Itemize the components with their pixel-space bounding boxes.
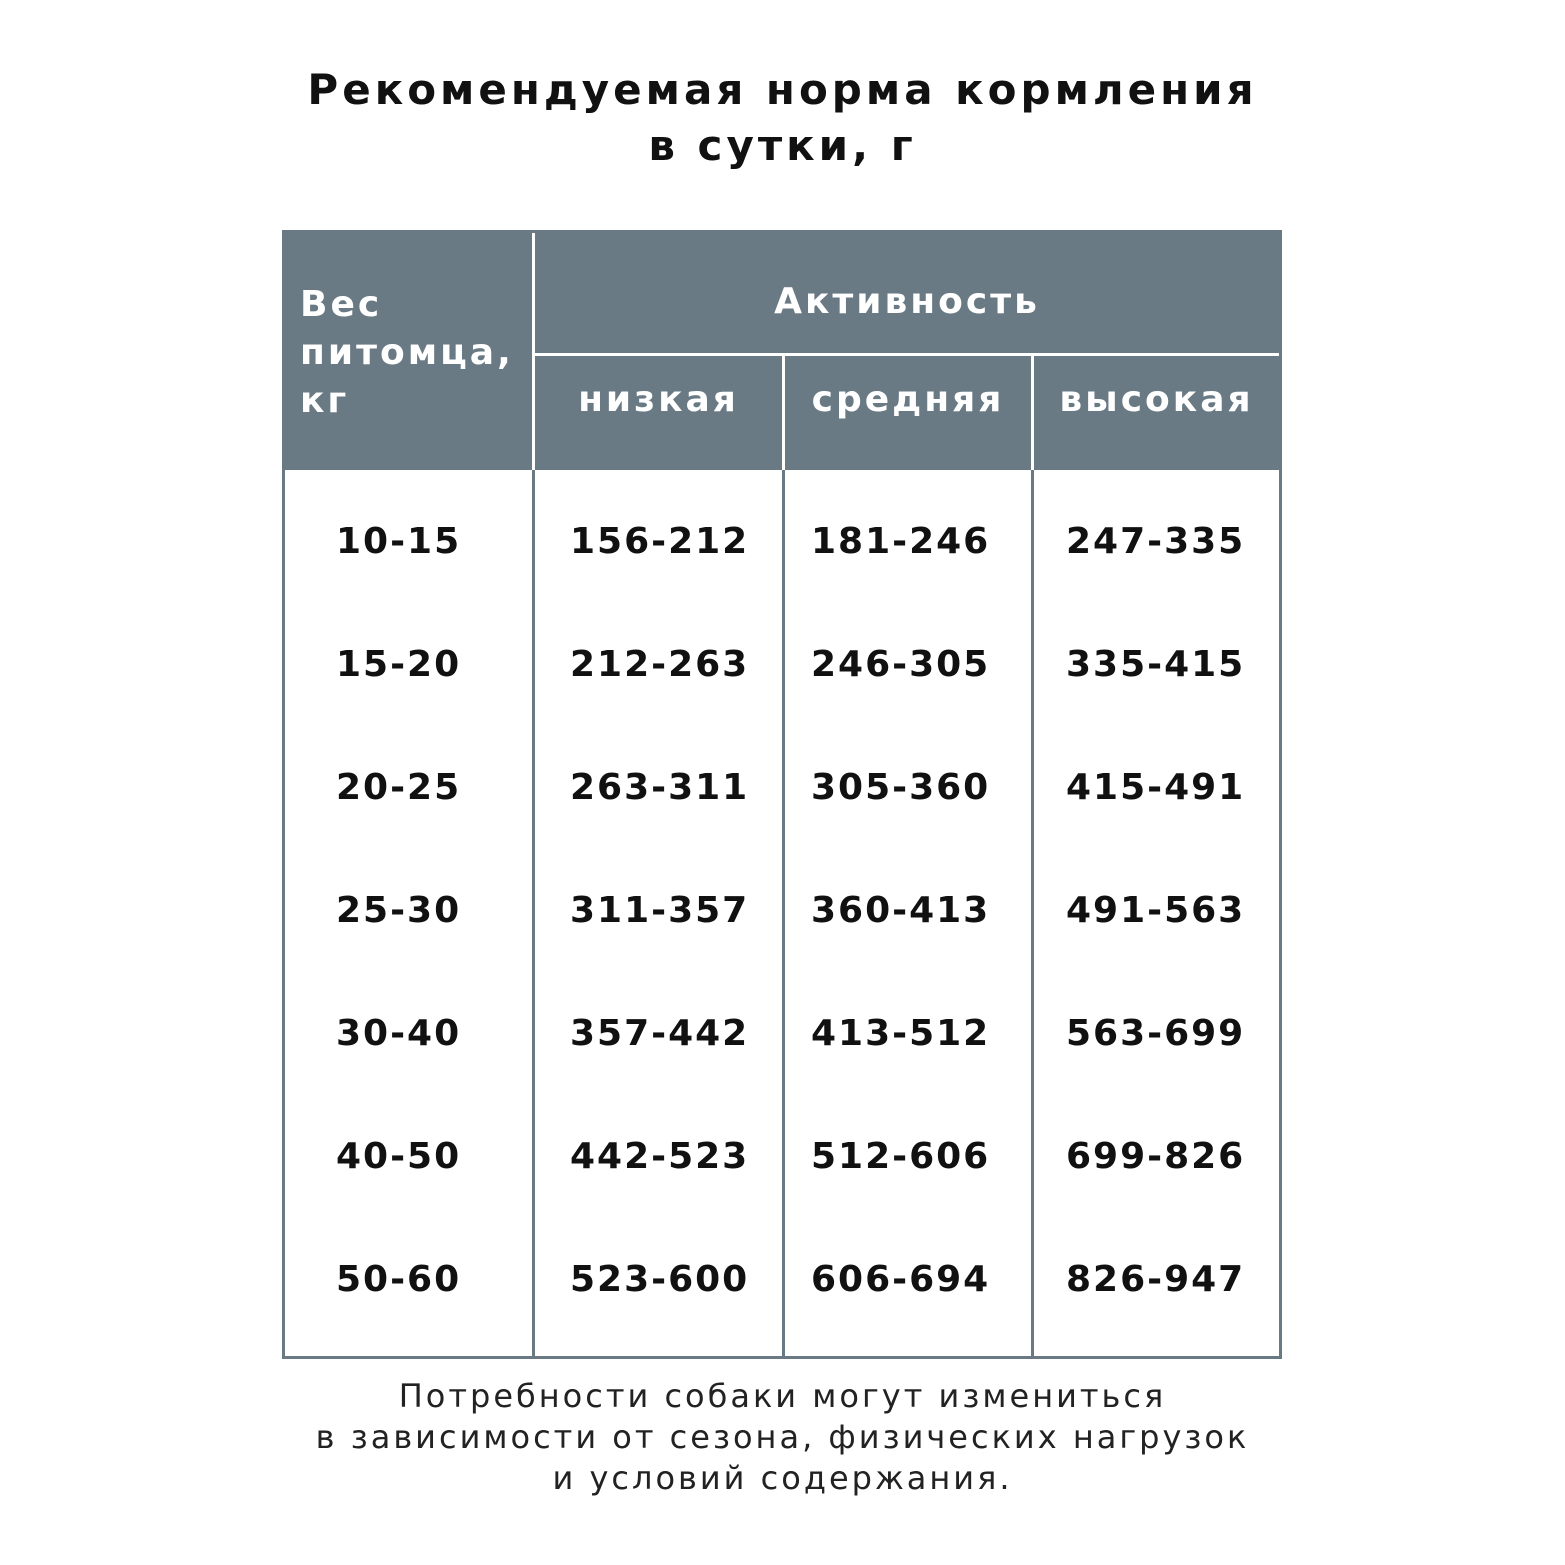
feeding-table	[282, 230, 1282, 1359]
cell-weight: 25-30	[336, 890, 462, 931]
cell-low: 263-311	[570, 767, 750, 808]
cell-weight: 50-60	[336, 1259, 462, 1300]
cell-medium: 246-305	[811, 644, 991, 685]
cell-high: 247-335	[1066, 521, 1246, 562]
cell-low: 357-442	[570, 1013, 750, 1054]
header-divider-weight	[532, 233, 535, 470]
cell-high: 415-491	[1066, 767, 1246, 808]
cell-medium: 305-360	[811, 767, 991, 808]
cell-weight: 10-15	[336, 521, 462, 562]
cell-low: 212-263	[570, 644, 750, 685]
page-title	[0, 62, 1565, 174]
footnote-line-3: и условий содержания.	[552, 1459, 1013, 1497]
header-divider-activity	[535, 353, 1279, 356]
cell-medium: 512-606	[811, 1136, 991, 1177]
weight-column-header: Вес питомца, кг	[300, 284, 514, 421]
activity-header: Активность	[774, 281, 1040, 322]
cell-high: 699-826	[1066, 1136, 1246, 1177]
level-header-high: высокая	[1059, 379, 1254, 420]
cell-medium: 181-246	[811, 521, 991, 562]
cell-weight: 40-50	[336, 1136, 462, 1177]
cell-high: 335-415	[1066, 644, 1246, 685]
footnote	[0, 1376, 1565, 1499]
cell-weight: 20-25	[336, 767, 462, 808]
cell-high: 826-947	[1066, 1259, 1246, 1300]
cell-weight: 30-40	[336, 1013, 462, 1054]
title-line-2: в сутки, г	[648, 121, 917, 170]
body-divider-medium	[1031, 470, 1034, 1356]
cell-low: 156-212	[570, 521, 750, 562]
footnote-line-2: в зависимости от сезона, физических нагрузок	[315, 1418, 1250, 1456]
cell-low: 442-523	[570, 1136, 750, 1177]
cell-low: 523-600	[570, 1259, 750, 1300]
cell-medium: 606-694	[811, 1259, 991, 1300]
cell-medium: 413-512	[811, 1013, 991, 1054]
title-line-1: Рекомендуемая норма кормления	[307, 65, 1258, 114]
level-header-low: низкая	[578, 379, 739, 420]
cell-medium: 360-413	[811, 890, 991, 931]
level-header-medium: средняя	[811, 379, 1005, 420]
cell-weight: 15-20	[336, 644, 462, 685]
cell-low: 311-357	[570, 890, 750, 931]
body-divider-weight	[532, 470, 535, 1356]
cell-high: 491-563	[1066, 890, 1246, 931]
cell-high: 563-699	[1066, 1013, 1246, 1054]
body-divider-low	[782, 470, 785, 1356]
footnote-line-1: Потребности собаки могут измениться	[398, 1377, 1167, 1415]
